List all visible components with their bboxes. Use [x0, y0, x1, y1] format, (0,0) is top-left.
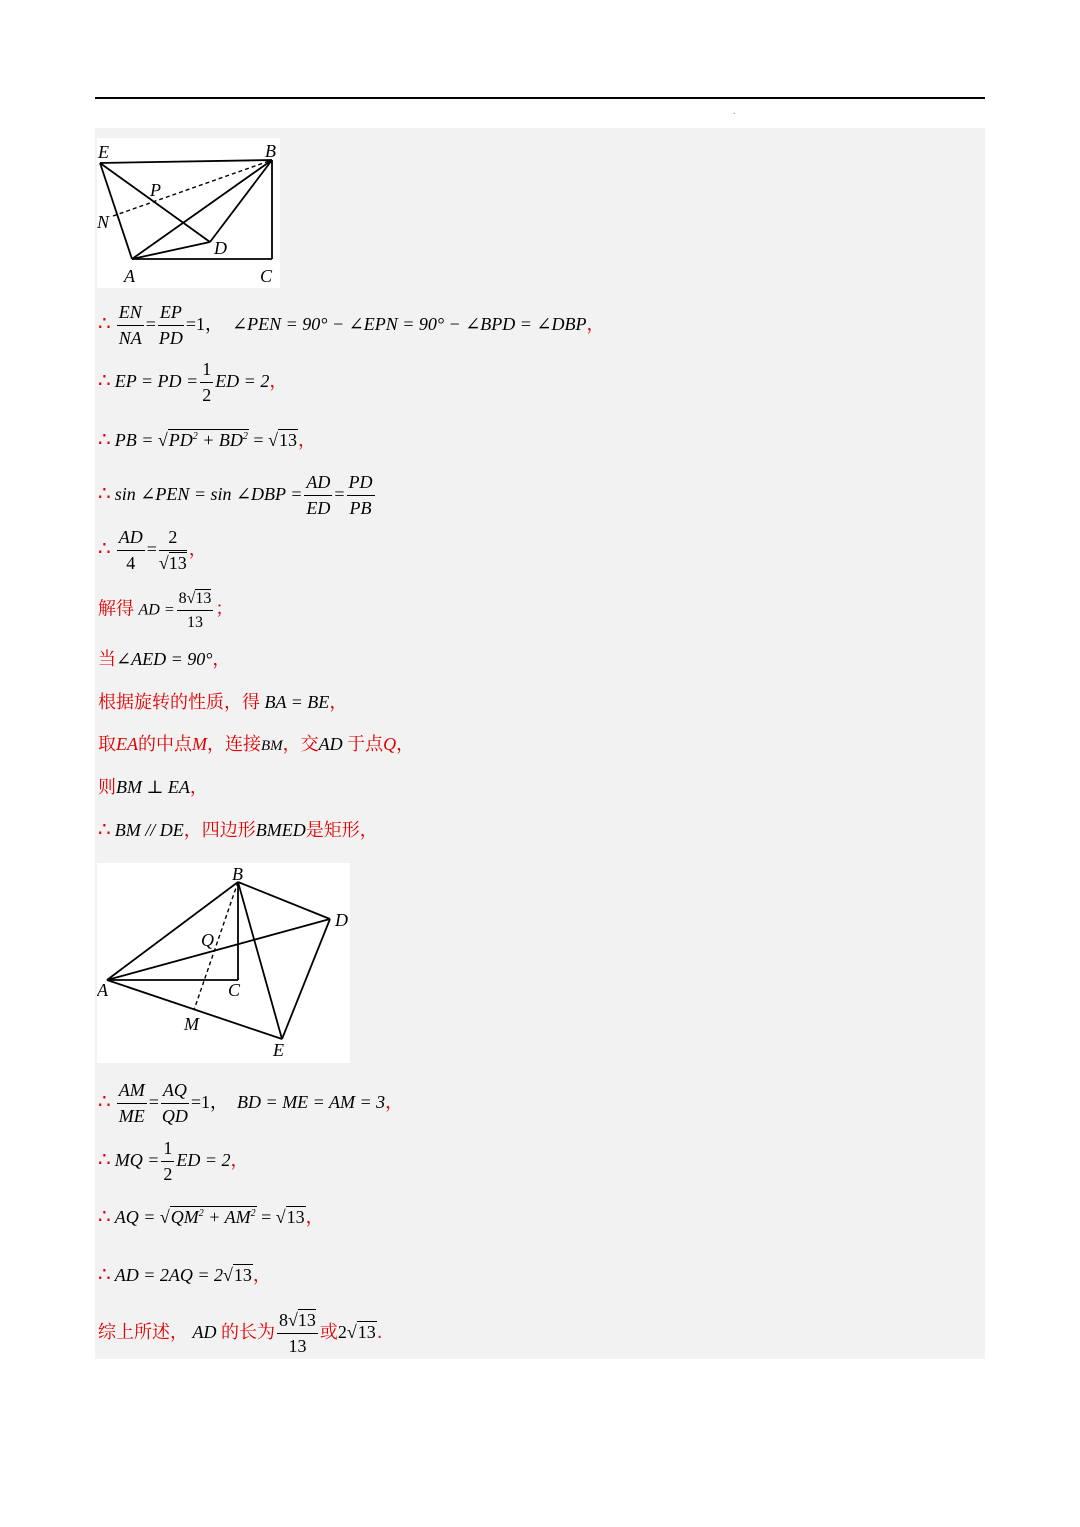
d2-label-c: C — [228, 980, 241, 1000]
square-root: √13 — [346, 1321, 376, 1342]
d1-label-b: B — [265, 141, 276, 161]
step-6: 解得 AD = $\frac{8√13}{13}$ ； — [98, 590, 234, 631]
d2-label-e: E — [273, 1040, 284, 1060]
step-8: 根据旋转的性质，得 BA = BE， — [98, 692, 348, 713]
square-root: √13 — [223, 1265, 252, 1285]
step-4: ∴ sin ∠PEN = sin ∠DBP = $\frac{AD}{ED}$ = $\frac{PD}{PB}$ — [98, 472, 373, 518]
fraction: $\frac{8√13}{13}$ — [279, 1310, 316, 1356]
step-12: ∴ $\frac{AM}{ME}$ = $\frac{AQ}{QD}$ =1， BD = ME = AM = 3， — [98, 1080, 404, 1126]
square-root: √13 — [275, 1207, 305, 1227]
fraction: $\frac{AD}{ED}$ — [306, 472, 331, 518]
d2-label-m: M — [184, 1014, 199, 1034]
d2-label-d: D — [335, 910, 348, 930]
fraction: $\frac{1}{2}$ — [163, 1138, 173, 1184]
d1-label-n: N — [97, 212, 110, 232]
step-14: ∴ AQ = $√QM^2 + AM^2 = √13$， — [98, 1206, 324, 1228]
d2-label-b: B — [232, 864, 243, 884]
step-15: ∴ AD = 2AQ = 2√13， — [98, 1264, 271, 1286]
step-13: ∴ MQ = $\frac{1}{2}$ ED = 2， — [98, 1138, 249, 1184]
diagram-1 — [97, 138, 280, 288]
header-dot: . — [733, 106, 736, 117]
step-16-conclusion: 综上所述， AD 的长为 $\frac{8√13}{13}$ 或2√13. — [98, 1310, 383, 1356]
square-root: $√PD^2 + BD^2$ — [157, 430, 248, 450]
step-1: ∴ $\frac{EN}{NA}$ = $\frac{EP}{PD}$ =1， ∠PEN = 90° − ∠EPN = 90° − ∠BPD = ∠DBP， — [98, 302, 605, 348]
step-10: 则BM ⊥ EA， — [98, 777, 208, 798]
fraction: $\frac{2}{√13}$ — [158, 527, 187, 573]
fraction: $\frac{PD}{PB}$ — [348, 472, 373, 518]
step-2: ∴ EP = PD = $\frac{1}{2}$ ED = 2， — [98, 359, 288, 405]
step-9: 取EA的中点M，连接BM，交AD 于点Q， — [98, 734, 415, 755]
step-7: 当∠AED = 90°， — [98, 649, 231, 670]
d2-label-q: Q — [201, 930, 214, 950]
diagram-2 — [97, 863, 350, 1063]
square-root: √13 — [268, 430, 297, 450]
fraction: $\frac{AM}{ME}$ — [118, 1080, 145, 1126]
fraction: $\frac{EN}{NA}$ — [118, 302, 142, 348]
d2-label-a: A — [97, 980, 108, 1000]
fraction: $\frac{1}{2}$ — [202, 359, 212, 405]
d1-label-d: D — [214, 238, 227, 258]
d1-label-p: P — [150, 180, 161, 200]
d1-label-e: E — [98, 142, 109, 162]
d1-label-a: A — [124, 266, 135, 286]
fraction: $\frac{AD}{4}$ — [118, 527, 143, 573]
header-rule — [95, 97, 985, 99]
d1-label-c: C — [260, 266, 273, 286]
step-3: ∴ PB = $√PD^2 + BD^2 = √13$， — [98, 429, 316, 451]
step-11: ∴ BM // DE，四边形BMED是矩形， — [98, 819, 378, 841]
step-5: ∴ $\frac{AD}{4}$ = $\frac{2}{√13}$ ， — [98, 527, 207, 573]
fraction: $\frac{EP}{PD}$ — [158, 302, 183, 348]
square-root: $√QM^2 + AM^2$ — [159, 1207, 256, 1227]
fraction: $\frac{8√13}{13}$ — [178, 590, 212, 631]
therefore-sign: ∴ — [98, 312, 111, 335]
fraction: $\frac{AQ}{QD}$ — [161, 1080, 188, 1126]
